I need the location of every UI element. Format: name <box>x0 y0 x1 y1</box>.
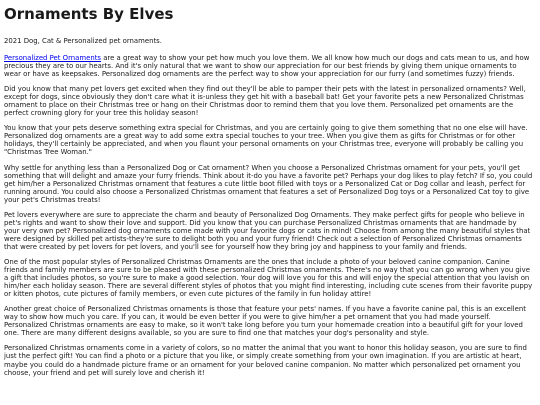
site-tagline: 2021 Dog, Cat & Personalized pet ornaments. <box>4 37 162 45</box>
intro-paragraph-text: are a great way to show your pet how much you love them. We all know how much our dogs and cats mean to us, and how precious they are to our hearts. And it's only natural that we want to show our appreciation for our best friends by giving them unique ornaments to wear or have as keepsakes. Personalized dog ornaments are the perfect way to show your appreciation for our furry (and sometimes fuzzy) friends. <box>4 54 530 79</box>
site-title: Ornaments By Elves <box>4 5 174 23</box>
paragraph-6: One of the most popular styles of Personalized Christmas Ornaments are the ones that include a photo of your beloved canine companion. Canine friends and family members are sure to be pleased with these personalized Christmas ornaments. There's no way that you can go wrong when you give a gift that includes photos, so you're sure to make a good selection. Your dog will love you for this and will enjoy the special attention that you lavish on him/her each holiday season. There are several different styles of photos that you might find interesting, including cute scenes from their favorite puppy or kitten photos, cute pictures of family members, or even cute pictures of the family in fun holiday attire! <box>4 257 533 299</box>
paragraph-2: Did you know that many pet lovers get excited when they find out they'll be able to pamper their pets with the latest in personalized ornaments? Well, except for dogs, since obviously they don't care what it is-unless they get hit with a baseball bat! Get your favorite pets a new Personalized Christmas ornament to place on their Christmas tree or hang on their Christmas door to remind them that you love them. Personalized pet ornaments are the perfect crowning glory for your tree this holiday season! <box>4 85 526 118</box>
paragraph-3: You know that your pets deserve something extra special for Christmas, and you are certainly going to give them something that no one else will have. Personalized dog ornaments are a great way to add some extra special touches to your tree. When you give them as gifts for Christmas or for other holidays, they'll certainly be appreciated, and when you flaunt your personal ornaments on your Christmas tree, everyone will probably be calling you "Christmas Tree Woman." <box>4 124 528 157</box>
paragraph-5: Pet lovers everywhere are sure to appreciate the charm and beauty of Personalized Dog Ornaments. They make perfect gifts for people who believe in pet's rights and want to show their love and support. Did you know that you can purchase Personalized Christmas ornaments that are handmade by your very own pet? Personalized dog ornaments come made with your favorite dogs or cats in mind! Choose from among the many beautiful styles that were designed by skilled pet artists-they're sure to delight both you and your furry friend! Check out a selection of Personalized Christmas ornaments that were created by pet lovers for pet lovers, and you'll see for yourself how they bring joy and happiness to your family and friends. <box>4 210 531 251</box>
intro-paragraph <box>4 54 534 78</box>
paragraph-8: Personalized Christmas ornaments come in a variety of colors, so no matter the animal that you want to honor this holiday season, you are sure to find just the perfect gift! You can find a photo or a picture that you like, or simply create something from your own imagination. If you are artistic at heart, maybe you could do a handmade picture frame or an ornament for your beloved canine companion. No matter which personalized pet ornament you choose, your friend and pet will surely love and cherish it! <box>4 344 527 377</box>
paragraph-4: Why settle for anything less than a Personalized Dog or Cat ornament? When you choose a Personalized Christmas ornament for your pets, you'll get something that will delight and amaze your furry friends. Think about it-do you have a favorite pet? Perhaps your dog likes to play fetch? If so, you could get him/her a Personalized Christmas ornament that features a cute little boot filled with toys or a Personalized Cat or Dog collar and leash, perfect for running around. You could also choose a Personalized Christmas ornament that features a set of Personalized Dog toys or a Personalized Cat toy to give your pet's Christmas treats! <box>4 163 533 204</box>
personalized-pet-ornaments-link[interactable]: Personalized Pet Ornaments <box>4 54 102 62</box>
paragraph-7: Another great choice of Personalized Christmas ornaments is those that feature your pets' names. If you have a favorite canine pal, this is an excellent way to show how much you care. If you can, it would be even better if you were to give him/her a pet ornament that you had made yourself. Personalized Christmas ornaments are easy to make, so it won't take long before you turn your homemade creation into a beautiful gift for your loved one. There are many different designs available, so you are sure to find one that matches your dog's personality and style. <box>4 305 526 338</box>
